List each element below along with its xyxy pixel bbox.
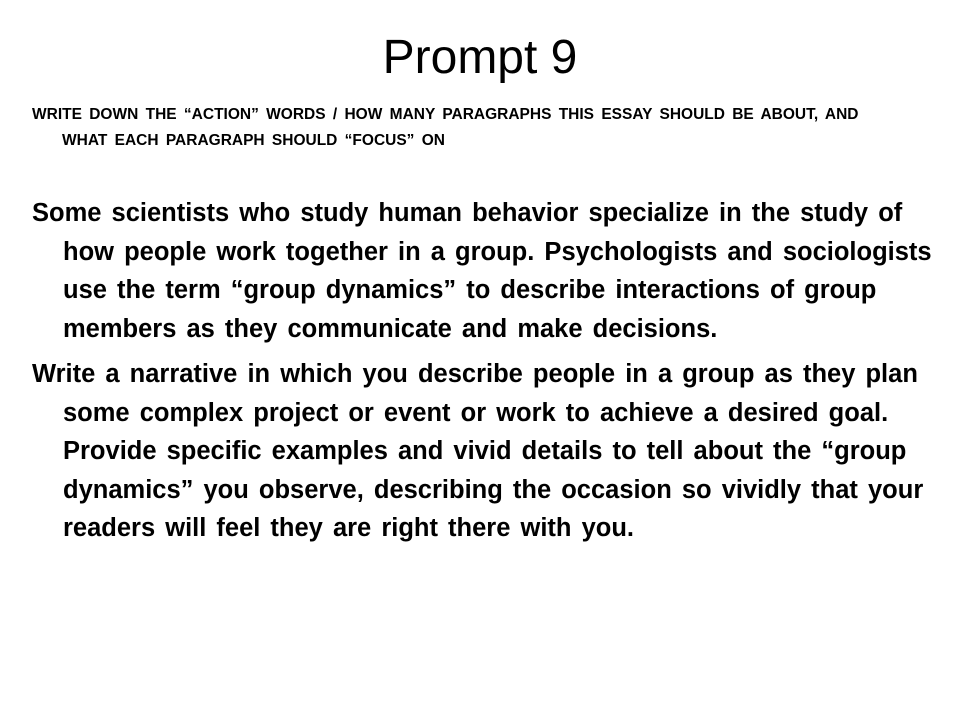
instructions-text: WRITE DOWN THE “ACTION” WORDS / HOW MANY PARAGRAPHS THIS ESSAY SHOULD BE ABOUT, AND WHAT EACH PARAGRAPH SHOULD “FOCUS” ON xyxy=(32,106,859,149)
prompt-paragraph-task: Write a narrative in which you describe people in a group as they plan some complex project or event or work to achieve a desired goal. Provide specific examples and vivid details to tell about the “group dynamics” you observe, describing the occasion so vividly that your readers will feel they are right there with you. xyxy=(32,360,924,542)
prompt-body xyxy=(32,194,947,555)
prompt-paragraph-context: Some scientists who study human behavior specialize in the study of how people work together in a group. Psychologists and sociologists use the term “group dynamics” to describe interactions of group members as they communicate and make decisions. xyxy=(32,199,932,343)
slide-title: Prompt 9 xyxy=(382,31,578,84)
